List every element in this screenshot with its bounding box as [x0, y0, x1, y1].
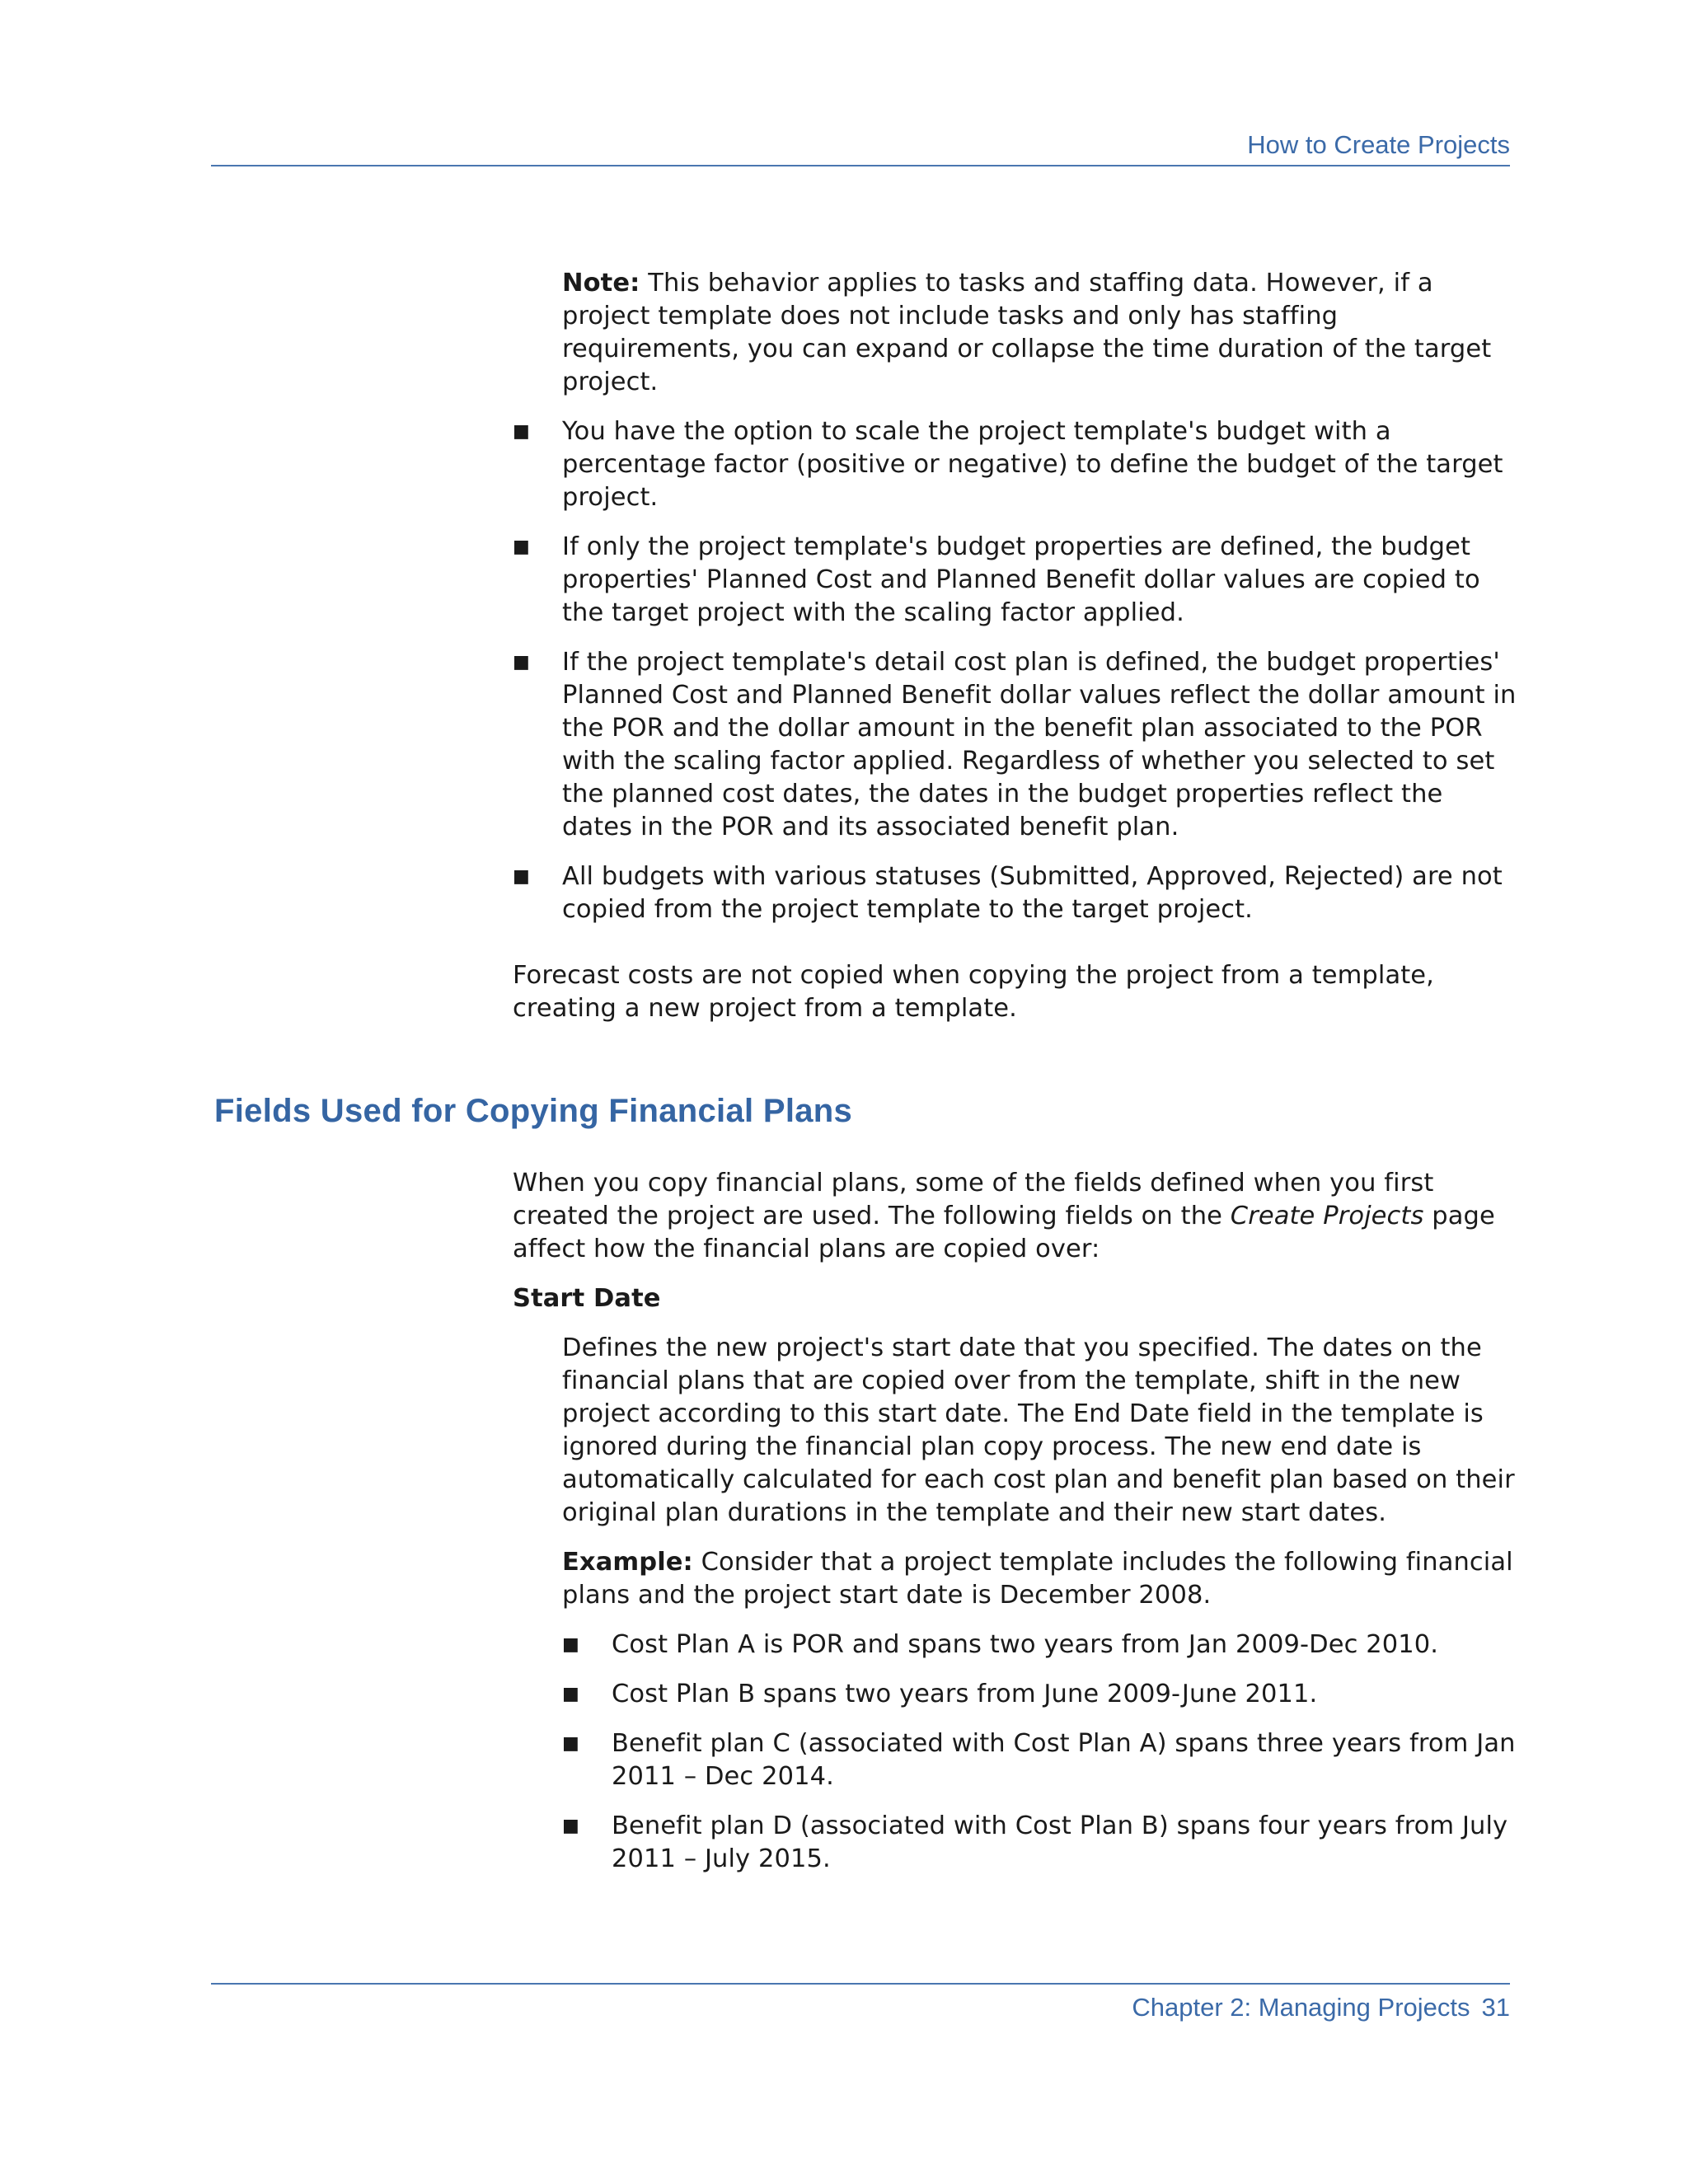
running-footer: [211, 1993, 1510, 2022]
create-projects-page-name: Create Projects: [1230, 1202, 1424, 1230]
bullet-square-icon: ■: [562, 1733, 579, 1754]
bullet-square-icon: ■: [513, 652, 530, 673]
bullet-square-icon: ■: [562, 1634, 579, 1655]
footer-chapter: Chapter 2: Managing Projects: [1132, 1993, 1470, 2022]
field-label-start-date: Start Date: [513, 1284, 661, 1313]
list-item-text: If only the project template's budget properties are defined, the budget properties' Planned Cost and Planned Benefit dollar values are copied to the target project with the scaling factor applied.: [562, 532, 1480, 627]
bullet-square-icon: ■: [513, 537, 530, 557]
bullet-square-icon: ■: [562, 1684, 579, 1704]
list-item-text: Benefit plan D (associated with Cost Plan B) spans four years from July 2011 – July 2015.: [612, 1811, 1508, 1873]
list-item-text: Cost Plan B spans two years from June 2009-June 2011.: [612, 1680, 1318, 1708]
intro-text-end: page affect how the financial plans are copied over:: [513, 1202, 1495, 1263]
list-item-text: If the project template's detail cost plan is defined, the budget properties' Planned Cost and Planned Benefit dollar values reflect the dollar amount in the POR and the dollar amount in the benefit plan associated to the POR with the scaling factor applied. Regardless of whether you selected to set the planned cost dates, the dates in the budget properties reflect the dates in the POR and its associated benefit plan.: [562, 648, 1517, 841]
example-label: Example:: [562, 1548, 693, 1577]
forecast-paragraph: Forecast costs are not copied when copying the project from a template, creating a new project from a template.: [513, 961, 1434, 1023]
note-text: This behavior applies to tasks and staffing data. However, if a project template does not include tasks and only has staffing requirements, you can expand or collapse the time duration of the target project.: [562, 269, 1492, 396]
section-heading: Fields Used for Copying Financial Plans: [214, 1093, 853, 1129]
header-divider: [211, 165, 1510, 166]
list-item-text: Benefit plan C (associated with Cost Plan A) spans three years from Jan 2011 – Dec 2014.: [612, 1729, 1516, 1791]
bullet-square-icon: ■: [562, 1816, 579, 1836]
example-text: Consider that a project template includes the following financial plans and the project start date is December 2008.: [562, 1548, 1513, 1610]
start-date-description: Defines the new project's start date that you specified. The dates on the financial plans that are copied over from the template, shift in the new project according to this start date. The End Date field in the template is ignored during the financial plan copy process. The new end date is automatically calculated for each cost plan and benefit plan based on their original plan durations in the template and their new start dates.: [562, 1333, 1515, 1527]
page-number: 31: [1481, 1993, 1510, 2022]
note-paragraph: [562, 267, 1518, 399]
list-item-text: All budgets with various statuses (Submitted, Approved, Rejected) are not copied from the project template to the target project.: [562, 862, 1503, 924]
bullet-square-icon: ■: [513, 866, 530, 887]
list-item-text: You have the option to scale the project template's budget with a percentage factor (positive or negative) to define the budget of the target project.: [562, 417, 1503, 512]
note-label: Note:: [562, 269, 640, 298]
bullet-square-icon: ■: [513, 421, 530, 442]
intro-text: When you copy financial plans, some of the fields defined when you first created the project are used. The following fields on the: [513, 1169, 1434, 1230]
example-paragraph: [562, 1546, 1518, 1612]
section-intro-paragraph: [513, 1167, 1518, 1266]
list-item-text: Cost Plan A is POR and spans two years from Jan 2009-Dec 2010.: [612, 1630, 1439, 1659]
running-header: How to Create Projects: [1247, 130, 1510, 159]
footer-divider: [211, 1983, 1510, 1985]
